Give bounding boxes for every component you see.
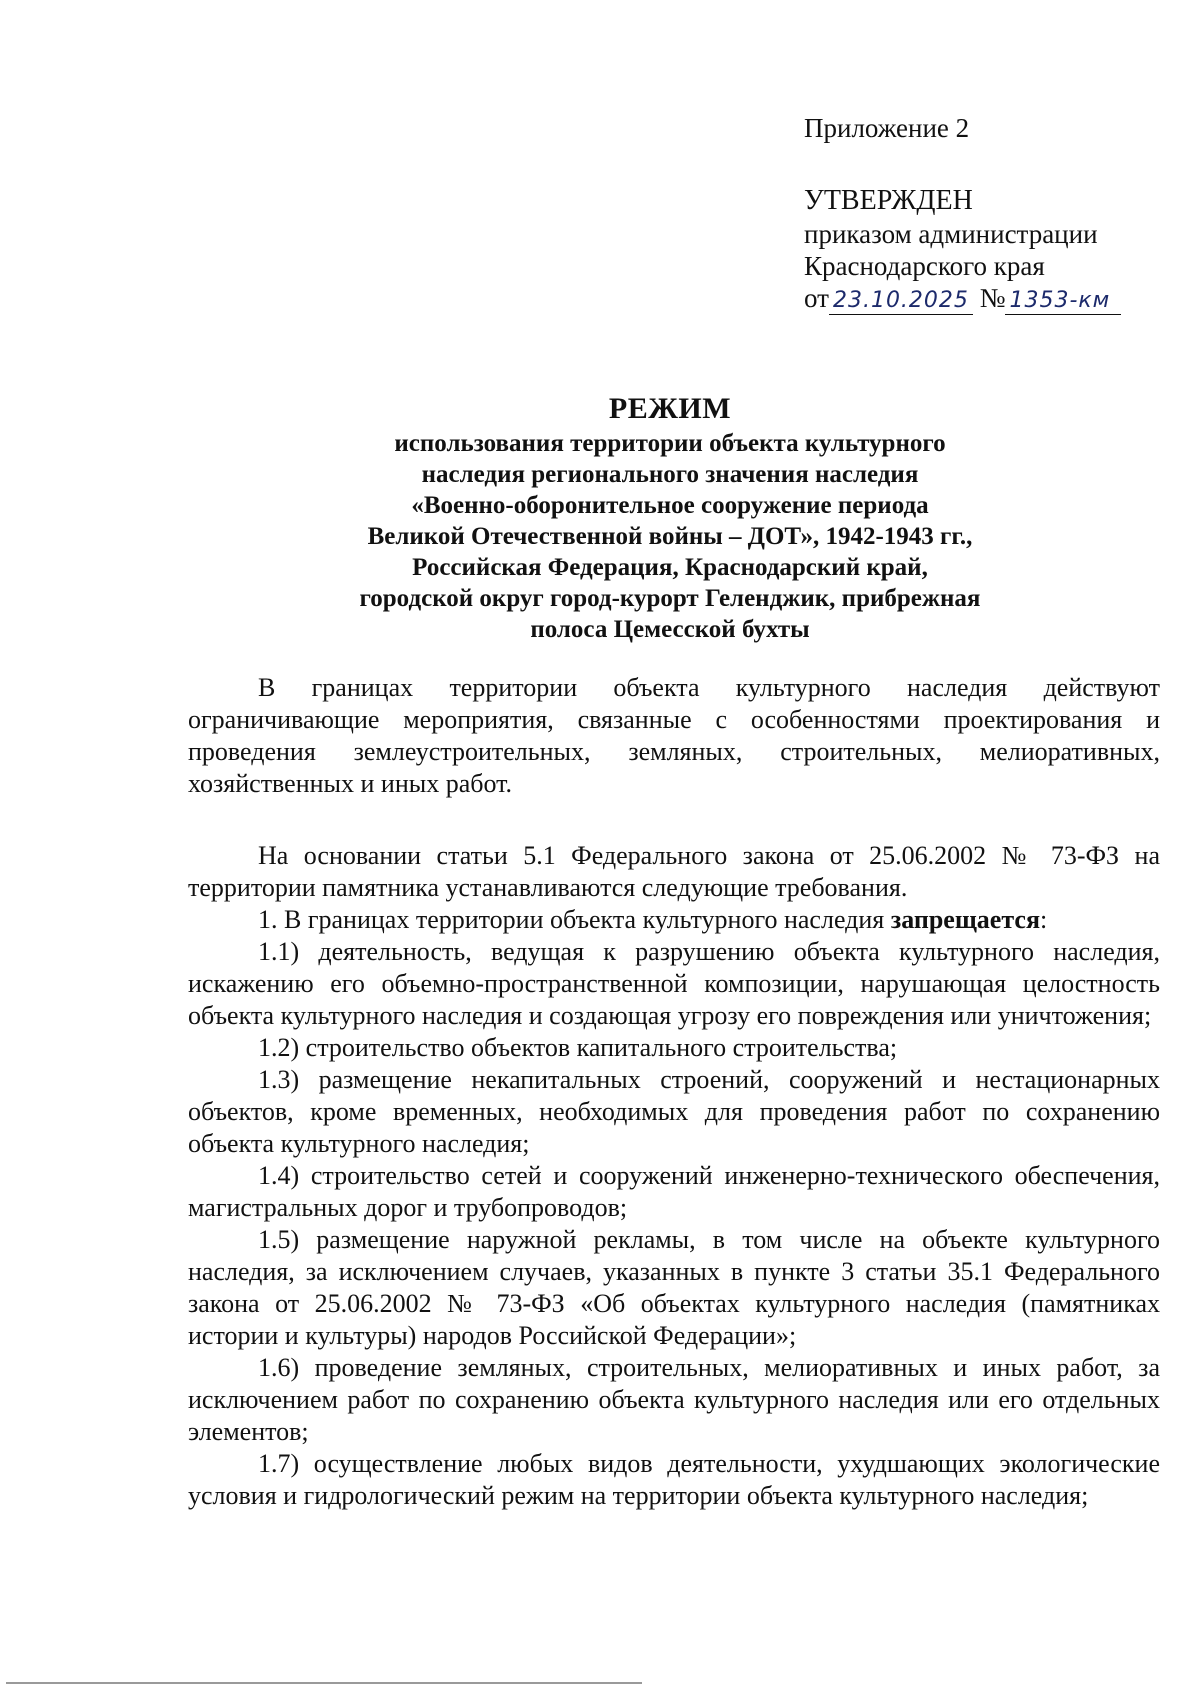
basis-paragraph: На основании статьи 5.1 Федерального закона от 25.06.2002 № 73-ФЗ на территории памятника устанавливаются следующие требования.: [188, 841, 1160, 902]
handwritten-date: 23.10.2025: [829, 288, 973, 315]
title-line: наследия регионального значения наследия: [421, 461, 919, 488]
title-line: «Военно-оборонительное сооружение периода: [411, 492, 929, 519]
item-1-7: 1.7) осуществление любых видов деятельности, ухудшающих экологические условия и гидрологический режим на территории объекта культурного наследия;: [188, 1449, 1160, 1510]
intro-paragraph: В границах территории объекта культурного наследия действуют ограничивающие мероприятия, связанные с особенностями проектирования и проведения землеустроительных, земляных, строительных, мелиоративных, хозяйственных и иных работ.: [188, 673, 1160, 798]
annex-label: Приложение 2: [804, 113, 970, 143]
document-title-block: [190, 390, 1150, 645]
item-1-1: 1.1) деятельность, ведущая к разрушению объекта культурного наследия, искажению его объемно-пространственной композиции, нарушающая целостность объекта культурного наследия и создающая угрозу его повреждения или уничтожения;: [188, 937, 1160, 1030]
handwritten-number: 1353-км: [1005, 288, 1121, 315]
item-1-3: 1.3) размещение некапитальных строений, сооружений и нестационарных объектов, кроме временных, необходимых для проведения работ по сохранению объекта культурного наследия;: [188, 1065, 1160, 1158]
approval-line-1: приказом администрации: [804, 219, 1098, 249]
number-prefix: №: [979, 283, 1006, 313]
title-line: Российская Федерация, Краснодарский край,: [412, 554, 928, 581]
prohibited-keyword: запрещается: [890, 905, 1041, 934]
item-1-2: 1.2) строительство объектов капитального строительства;: [258, 1033, 898, 1062]
title-line: городской округ город-курорт Геленджик, прибрежная: [359, 585, 981, 612]
item-1-colon: :: [1040, 905, 1048, 934]
approval-block: [804, 112, 1164, 315]
approval-date-number: [804, 282, 1164, 315]
date-prefix: от: [804, 283, 829, 313]
item-1-text: 1. В границах территории объекта культурного наследия: [258, 905, 891, 934]
footer-divider: [6, 1682, 642, 1684]
title-line: использования территории объекта культурного: [394, 430, 946, 457]
document-title: РЕЖИМ: [608, 392, 732, 425]
item-1-6: 1.6) проведение земляных, строительных, мелиоративных и иных работ, за исключением работ по сохранению объекта культурного наследия или его отдельных элементов;: [188, 1353, 1160, 1446]
item-1-5: 1.5) размещение наружной рекламы, в том числе на объекте культурного наследия, за исключением случаев, указанных в пункте 3 статьи 35.1 Федерального закона от 25.06.2002 № 73-ФЗ «Об объектах культурного наследия (памятниках истории и культуры) народов Российской Федерации»;: [188, 1225, 1160, 1350]
item-1-4: 1.4) строительство сетей и сооружений инженерно-технического обеспечения, магистральных дорог и трубопроводов;: [188, 1161, 1160, 1222]
document-body: [188, 672, 1160, 1512]
title-line: Великой Отечественной войны – ДОТ», 1942-1943 гг.,: [367, 523, 973, 550]
item-1-paragraph: [188, 904, 1160, 936]
title-line: полоса Цемесской бухты: [530, 616, 810, 643]
approval-line-2: Краснодарского края: [804, 251, 1045, 281]
approved-heading: УТВЕРЖДЕН: [804, 185, 973, 216]
